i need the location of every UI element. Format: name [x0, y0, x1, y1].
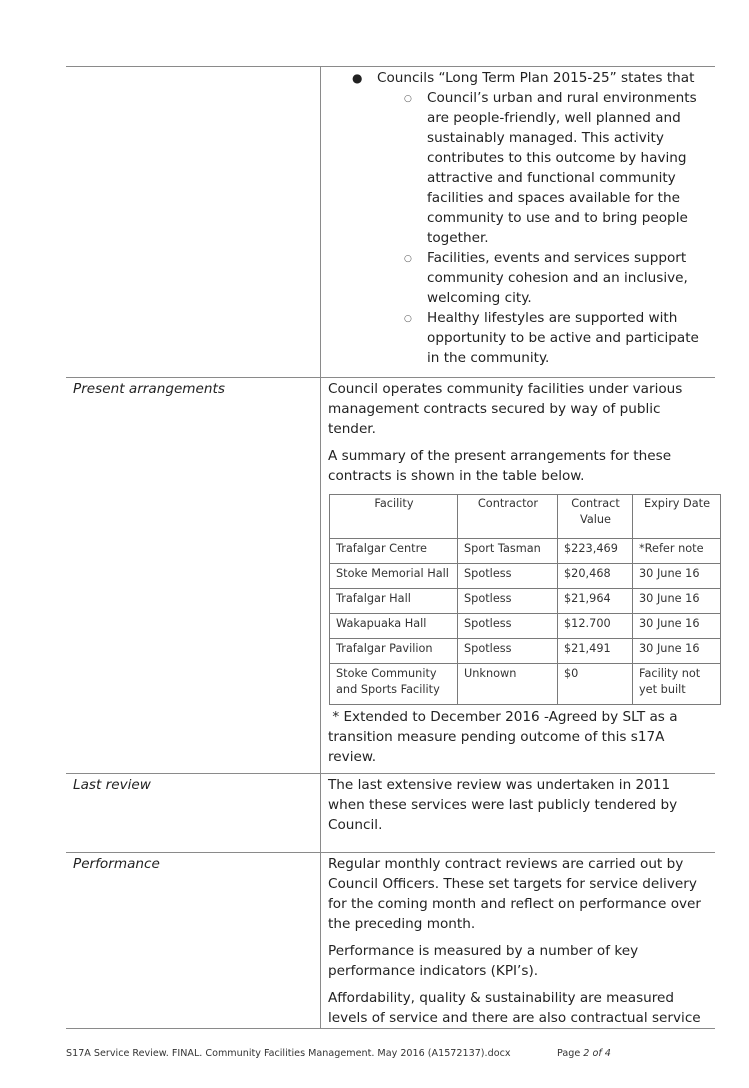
paragraph: The last extensive review was undertaken in 2011 when these services were last publicly tendered by Council.	[328, 777, 678, 833]
last-review-cell	[321, 774, 716, 853]
cell-contractor: Spotless	[458, 564, 558, 589]
footer-document-name: S17A Service Review. FINAL. Community Facilities Management. May 2016 (A1572137).docx	[66, 1048, 511, 1059]
sub-item-text: Facilities, events and services support community cohesion and an inclusive, welcoming city.	[427, 250, 688, 306]
cell-expiry: 30 June 16	[633, 639, 721, 664]
cell-value: $223,469	[558, 539, 633, 564]
sub-list	[377, 88, 707, 368]
cell-facility: Stoke Community and Sports Facility	[330, 664, 458, 705]
sub-item-text: Healthy lifestyles are supported with opportunity to be active and participate in the community.	[427, 310, 699, 366]
column-header-facility: Facility	[330, 495, 458, 539]
review-table	[66, 66, 715, 1029]
bullet-icon: ●	[352, 71, 363, 85]
paragraph: Affordability, quality & sustainability are measured levels of service and there are also contractual service	[328, 990, 701, 1026]
table-row	[330, 589, 721, 614]
row-label-empty	[66, 67, 321, 378]
cell-value: $21,491	[558, 639, 633, 664]
table-note: * Extended to December 2016 -Agreed by SLT as a transition measure pending outcome of this s17A review.	[328, 709, 682, 765]
cell-expiry: *Refer note	[633, 539, 721, 564]
row-label-present-arrangements: Present arrangements	[66, 378, 321, 774]
cell-facility: Trafalgar Pavilion	[330, 639, 458, 664]
sub-item-text: Council’s urban and rural environments are people-friendly, well planned and sustainably managed. This activity contributes to this outcome by having attractive and functional community facilities and spaces available for the community to use and to bring people together.	[427, 90, 697, 246]
row-label-performance: Performance	[66, 853, 321, 1029]
page-word: Page	[557, 1048, 581, 1059]
cell-contractor: Spotless	[458, 589, 558, 614]
table-row	[330, 614, 721, 639]
table-row	[330, 664, 721, 705]
page-number	[557, 1048, 611, 1060]
contracts-header-row	[330, 495, 721, 539]
cell-value: $21,964	[558, 589, 633, 614]
table-row	[330, 564, 721, 589]
table-row	[66, 378, 715, 774]
row-label-last-review: Last review	[66, 774, 321, 853]
cell-expiry: 30 June 16	[633, 614, 721, 639]
paragraph: A summary of the present arrangements for these contracts is shown in the table below.	[328, 448, 672, 484]
bullet-text: Councils “Long Term Plan 2015-25” states that	[377, 70, 695, 86]
cell-expiry: 30 June 16	[633, 589, 721, 614]
list-item	[377, 308, 707, 368]
cell-contractor: Unknown	[458, 664, 558, 705]
paragraph: Regular monthly contract reviews are carried out by Council Officers. These set targets for service delivery for the coming month and reflect on performance over the preceding month.	[328, 856, 702, 932]
table-row	[330, 639, 721, 664]
list-item	[328, 68, 707, 368]
paragraph: Performance is measured by a number of key performance indicators (KPI’s).	[328, 943, 639, 979]
cell-facility: Wakapuaka Hall	[330, 614, 458, 639]
cell-facility: Trafalgar Hall	[330, 589, 458, 614]
cell-expiry: 30 June 16	[633, 564, 721, 589]
table-row	[66, 67, 715, 378]
cell-value: $12.700	[558, 614, 633, 639]
ltp-cell	[321, 67, 716, 378]
cell-facility: Stoke Memorial Hall	[330, 564, 458, 589]
paragraph: Council operates community facilities under various management contracts secured by way of public tender.	[328, 381, 683, 437]
cell-value: $20,468	[558, 564, 633, 589]
circle-bullet-icon: ○	[404, 94, 412, 104]
circle-bullet-icon: ○	[404, 254, 412, 264]
page-of-word: of	[592, 1048, 602, 1059]
cell-contractor: Spotless	[458, 614, 558, 639]
cell-facility: Trafalgar Centre	[330, 539, 458, 564]
column-header-expiry-date: Expiry Date	[633, 495, 721, 539]
list-item	[377, 248, 707, 308]
cell-contractor: Sport Tasman	[458, 539, 558, 564]
contracts-table	[329, 494, 721, 705]
table-row	[66, 774, 715, 853]
performance-cell	[321, 853, 716, 1029]
page-footer	[66, 1048, 611, 1060]
circle-bullet-icon: ○	[404, 314, 412, 324]
table-row	[330, 539, 721, 564]
bullet-list	[328, 68, 707, 368]
column-header-contractor: Contractor	[458, 495, 558, 539]
page-current: 2	[583, 1048, 590, 1059]
table-row	[66, 853, 715, 1029]
cell-value: $0	[558, 664, 633, 705]
list-item	[377, 88, 707, 248]
cell-expiry: Facility not yet built	[633, 664, 721, 705]
column-header-contract-value: Contract Value	[558, 495, 633, 539]
cell-contractor: Spotless	[458, 639, 558, 664]
present-arrangements-cell	[321, 378, 716, 774]
page-total: 4	[604, 1048, 611, 1059]
